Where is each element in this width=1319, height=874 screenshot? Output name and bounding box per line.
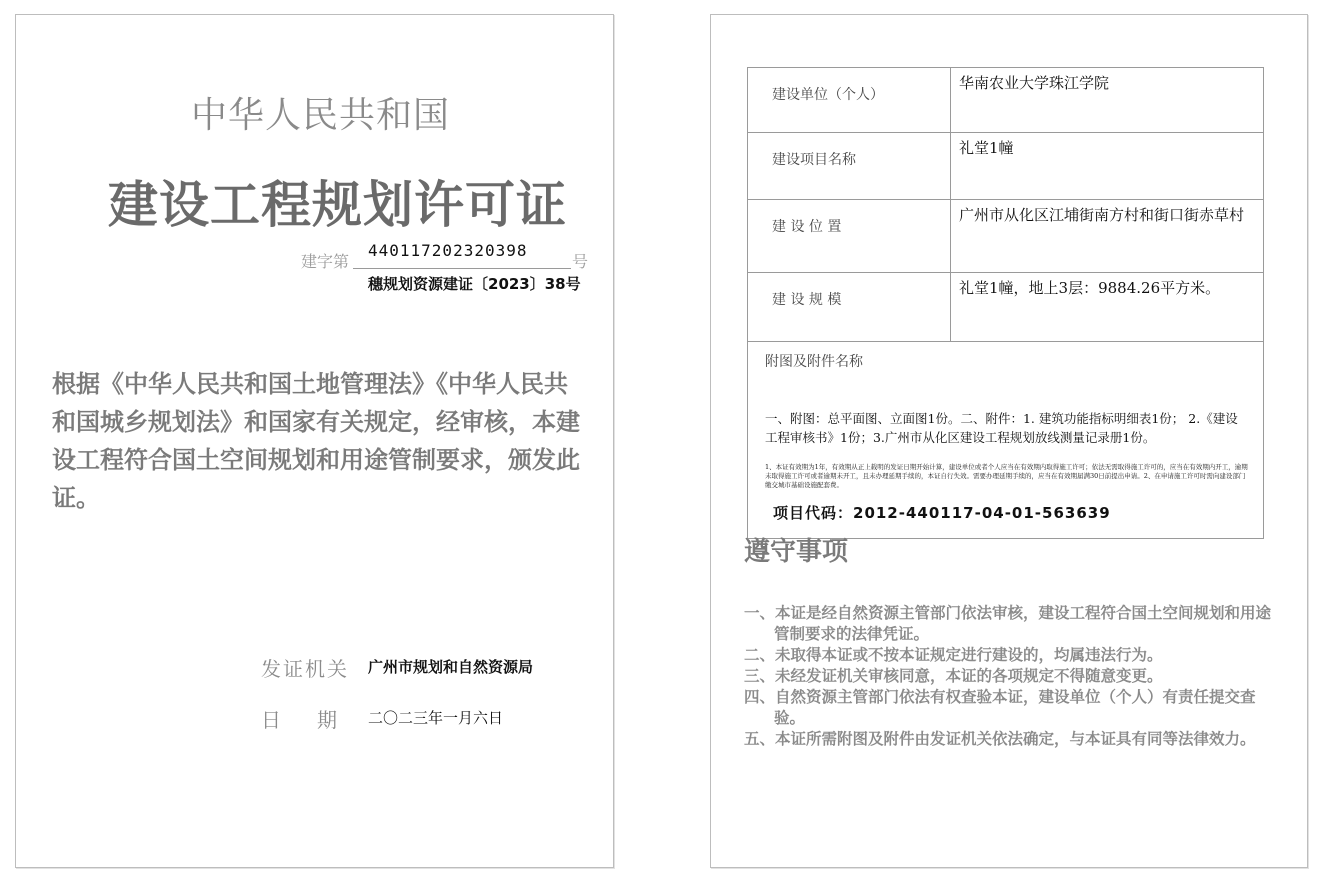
certificate-number: 440117202320398 — [368, 241, 528, 260]
project-code: 项目代码：2012-440117-04-01-563639 — [773, 504, 1111, 522]
certificate-title: 建设工程规划许可证 — [108, 176, 567, 234]
list-item: 一、本证是经自然资源主管部门依法审核，建设工程符合国土空间规划和用途管制要求的法律凭证。 — [744, 604, 1272, 643]
country-name: 中华人民共和国 — [191, 95, 451, 136]
project-name-value: 礼堂1幢 — [951, 133, 1264, 200]
compliance-heading: 遵守事项 — [744, 537, 849, 567]
certificate-cover-page — [15, 14, 614, 868]
validity-notes: 1、本证有效期为1年，有效期从正上载明的发证日期开始计算，建设单位或者个人应当在有效期内取得施工许可；依法无需取得施工许可的，应当在有效期内开工，逾期未取得施工许可或者逾期未开工，且未办理延期手续的，本证自行失效。需要办理延期手续的，应当在有效期届满30日前提出申请。2、在申请施工许可时需向建设部门缴交城市基础设施配套费。 — [765, 463, 1248, 489]
certificate-number-suffix: 号 — [572, 252, 589, 271]
issuer-label: 发证机关 — [261, 657, 349, 681]
list-item: 五、本证所需附图及附件由发证机关依法确定，与本证具有同等法律效力。 — [744, 730, 1256, 748]
certificate-number-underline — [353, 268, 571, 269]
table-row — [748, 200, 1264, 273]
scale-label: 建 设 规 模 — [748, 273, 951, 342]
attachments-label: 附图及附件名称 — [765, 354, 863, 370]
scale-value: 礼堂1幢，地上3层：9884.26平方米。 — [951, 273, 1264, 342]
issue-reference: 穗规划资源建证〔2023〕38号 — [368, 275, 581, 293]
table-row — [748, 273, 1264, 342]
list-item: 四、自然资源主管部门依法有权查验本证，建设单位（个人）有责任提交查验。 — [744, 688, 1256, 727]
table-row — [748, 133, 1264, 200]
project-name-label: 建设项目名称 — [748, 133, 951, 200]
issuer-name: 广州市规划和自然资源局 — [368, 658, 534, 676]
issue-date: 二〇二三年一月六日 — [368, 709, 504, 727]
list-item: 三、未经发证机关审核同意，本证的各项规定不得随意变更。 — [744, 667, 1163, 685]
certificate-details-page — [710, 14, 1308, 868]
table-row — [748, 68, 1264, 133]
list-item: 二、未取得本证或不按本证规定进行建设的，均属违法行为。 — [744, 646, 1163, 664]
date-label: 日期 — [261, 708, 373, 732]
certificate-statement: 根据《中华人民共和国土地管理法》《中华人民共和国城乡规划法》和国家有关规定，经审核，本建设工程符合国土空间规划和用途管制要求，颁发此证。 — [52, 370, 580, 512]
certificate-number-prefix: 建字第 — [301, 252, 350, 271]
construction-unit-value: 华南农业大学珠江学院 — [951, 68, 1264, 133]
compliance-rules-list — [744, 603, 1284, 750]
location-value: 广州市从化区江埔街南方村和街口街赤草村 — [951, 200, 1264, 273]
location-label: 建 设 位 置 — [748, 200, 951, 273]
project-info-table — [747, 67, 1264, 539]
attachments-text: 一、附图：总平面图、立面图1份。二、附件：1. 建筑功能指标明细表1份； 2.《建设工程审核书》1份；3.广州市从化区建设工程规划放线测量记录册1份。 — [765, 411, 1238, 445]
construction-unit-label: 建设单位（个人） — [748, 68, 951, 133]
